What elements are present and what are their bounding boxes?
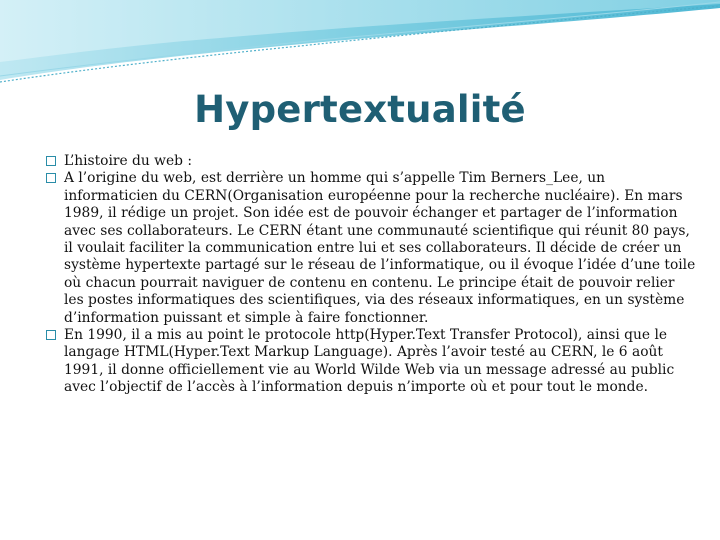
hollow-square-icon [46, 330, 56, 340]
bullet-text: L’histoire du web : [64, 153, 192, 169]
hollow-square-icon [46, 173, 56, 183]
bullet-item [46, 327, 696, 397]
slide-title: Hypertextualité [194, 88, 526, 131]
bullet-item [46, 153, 696, 170]
wave-banner-decoration [0, 0, 720, 90]
bullet-text: A l’origine du web, est derrière un homme qui s’appelle Tim Berners_Lee, un informaticien du CERN(Organisation européenne pour la recherche nucléaire). En mars 1989, il rédige un projet. Son idée est de pouvoir échanger et partager de l’information avec ses collaborateurs. Le CERN étant une communauté scientifique qui réunit 80 pays, il voulait faciliter la communication entre lui et ses collaborateurs. Il décide de créer un système hypertexte partagé sur le réseau de l’informatique, ou il évoque l’idée d’une toile où chacun pourrait naviguer de contenu en contenu. Le principe était de pouvoir relier les postes informatiques des scientifiques, via des réseaux informatiques, en un système d’information puissant et simple à faire fonctionner. [64, 170, 696, 326]
bullet-item [46, 170, 696, 327]
hollow-square-icon [46, 156, 56, 166]
bullet-list [46, 153, 696, 397]
bullet-text: En 1990, il a mis au point le protocole http(Hyper.Text Transfer Protocol), ainsi que le langage HTML(Hyper.Text Markup Language). Après l’avoir testé au CERN, le 6 août 1991, il donne officiellement vie au World Wilde Web via un message adressé au public avec l’objectif de l’accès à l’information depuis n’importe où et pour tout le monde. [64, 327, 675, 396]
